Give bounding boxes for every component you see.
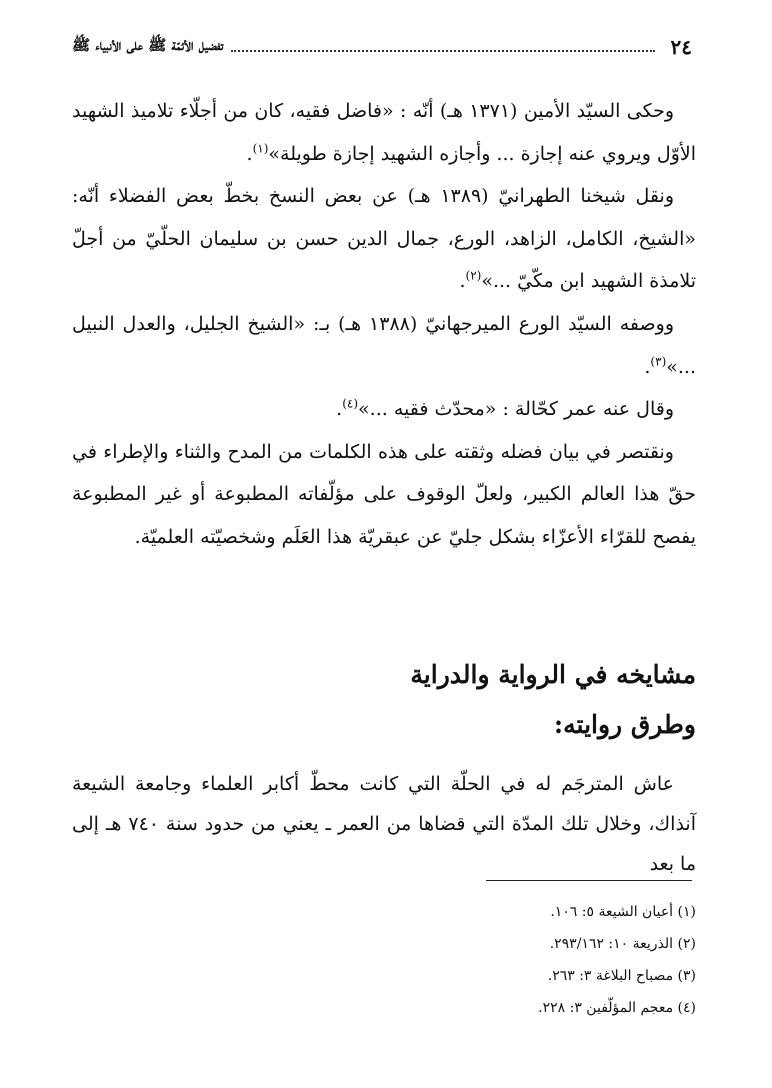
footnote-1: (١) أعيان الشيعة ٥: ١٠٦. [550,904,696,920]
paragraph-conclusion: ونقتصر في بيان فضله وثقته على هذه الكلمات من المدح والثناء والإطراء في حقّ هذا العالم الكبير، ولعلّ الوقوف على مؤلّفاته المطبوعة أو غير المطبوعة يفصح للقرّاء الأعزّاء بشكل جليّ عن عبقريّة هذا العَلَم وشخصيّته العلميّة. [72,440,696,548]
section-heading-line2: وطرق روايته: [553,710,696,739]
footnote-4: (٤) معجم المؤلّفين ٣: ٢٢٨. [538,1000,696,1016]
footnote-ref: (١) [252,141,269,156]
paragraph-amin: وحكى السيّد الأمين (١٣٧١ هـ) أنّه : «فاضل فقيه، كان من أجلّاء تلاميذ الشهيد الأوّل ويروي عنه إجازة ... وأجازه الشهيد إجازة طويلة»$^{(١)}$. [72,100,696,165]
section-body [72,764,696,884]
footnotes [72,896,696,1024]
body-text [72,90,696,559]
footnote-3: (٣) مصباح البلاغة ٣: ٢٦٣. [547,968,696,984]
running-title: تفضيل الأئمّة ﷺ على الأنبياء ﷺ [72,36,224,54]
page-number: ٢٤ [670,35,692,59]
footnote-2: (٢) الذريعة ١٠: ٢٩٣/١٦٢. [549,936,696,952]
paragraph-mirjahani: ووصفه السيّد الورع الميرجهانيّ (١٣٨٨ هـ) بـ: «الشيخ الجليل، والعدل النبيل ...»$^{(٣)}$. [72,312,696,378]
footnote-separator [486,880,692,881]
paragraph-kahhala: وقال عنه عمر كحّالة : «محدّث فقيه ...»$^{(٤)}$. [336,396,674,421]
footnote-ref: (٤) [342,396,359,411]
paragraph-tehrani: ونقل شيخنا الطهرانيّ (١٣٨٩ هـ) عن بعض النسخ بخطّ بعض الفضلاء أنّه: «الشيخ، الكامل، الزاهد، الورع، جمال الدين حسن بن سليمان الحلّيّ من أجلّ تلامذة الشهيد ابن مكّيّ ...»$^{(٢)}$. [72,185,696,293]
header-dot-leader [231,50,654,52]
footnote-ref: (٣) [650,354,667,369]
footnote-ref: (٢) [465,269,482,284]
paragraph-hilla: عاش المترجَم له في الحلّة التي كانت محطّ أكابر العلماء وجامعة الشيعة آنذاك، وخلال تلك المدّة التي قضاها من العمر ـ يعني من حدود سنة ٧٤٠ هـ إلى ما بعد [72,773,696,875]
running-head [72,30,692,64]
section-heading-line1: مشايخه في الرواية والدراية [410,660,696,689]
